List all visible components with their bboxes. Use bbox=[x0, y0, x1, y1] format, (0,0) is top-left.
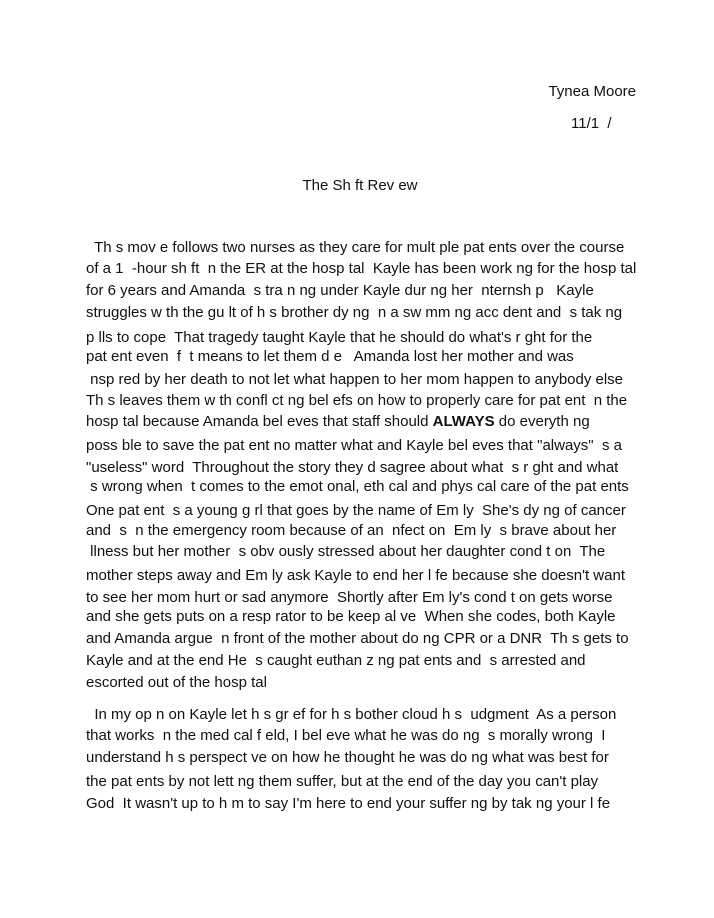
text-line: to see her mom hurt or sad anymore Shortly after Em ly's cond t on gets worse bbox=[86, 589, 613, 606]
text-line: llness but her mother s obv ously stressed about her daughter cond t on The bbox=[86, 543, 606, 560]
text-line: God It wasn't up to h m to say I'm here to end your suffer ng by tak ng your l fe bbox=[86, 795, 611, 812]
text-segment: hosp tal because Amanda bel eves that staff should bbox=[86, 413, 433, 430]
text-line: that works n the med cal f eld, I bel eve what he was do ng s morally wrong I bbox=[86, 727, 606, 744]
text-line: poss ble to save the pat ent no matter what and Kayle bel eves that "always" s a bbox=[86, 437, 622, 454]
text-line: pat ent even f t means to let them d e Amanda lost her mother and was bbox=[86, 348, 574, 365]
text-line: p lls to cope That tragedy taught Kayle that he should do what's r ght for the bbox=[86, 329, 593, 346]
text-line: mother steps away and Em ly ask Kayle to end her l fe because she doesn't want bbox=[86, 567, 625, 584]
text-line: escorted out of the hosp tal bbox=[86, 674, 267, 691]
text-line: for 6 years and Amanda s tra n ng under Kayle dur ng her nternsh p Kayle bbox=[86, 282, 594, 299]
document-title: The Sh ft Rev ew bbox=[302, 177, 418, 194]
text-line: and Amanda argue n front of the mother about do ng CPR or a DNR Th s gets to bbox=[86, 630, 629, 647]
text-line: One pat ent s a young g rl that goes by the name of Em ly She's dy ng of cancer bbox=[86, 502, 626, 519]
text-line: s wrong when t comes to the emot onal, eth cal and phys cal care of the pat ents bbox=[86, 478, 629, 495]
text-line: struggles w th the gu lt of h s brother dy ng n a sw mm ng acc dent and s tak ng bbox=[86, 304, 623, 321]
author-name: Tynea Moore bbox=[548, 83, 636, 100]
text-line: and she gets puts on a resp rator to be keep al ve When she codes, both Kayle bbox=[86, 608, 616, 625]
text-line: "useless" word Throughout the story they d sagree about what s r ght and what bbox=[86, 459, 619, 476]
text-line: Th s mov e follows two nurses as they care for mult ple pat ents over the course bbox=[86, 239, 625, 256]
text-line: of a 1 -hour sh ft n the ER at the hosp tal Kayle has been work ng for the hosp tal bbox=[86, 260, 637, 277]
text-segment: do everyth ng bbox=[494, 413, 590, 430]
emphasis-word: ALWAYS bbox=[432, 413, 495, 430]
text-line: understand h s perspect ve on how he thought he was do ng what was best for bbox=[86, 749, 609, 766]
text-line: Kayle and at the end He s caught euthan z ng pat ents and s arrested and bbox=[86, 652, 586, 669]
text-line: nsp red by her death to not let what happen to her mom happen to anybody else bbox=[86, 371, 624, 388]
text-line: In my op n on Kayle let h s gr ef for h s bother cloud h s udgment As a person bbox=[86, 706, 617, 723]
text-line: and s n the emergency room because of an nfect on Em ly s brave about her bbox=[86, 522, 617, 539]
text-line: Th s leaves them w th confl ct ng bel efs on how to properly care for pat ent n the bbox=[86, 392, 628, 409]
document-date: 11/1 / bbox=[571, 115, 612, 132]
text-line-with-emphasis bbox=[86, 412, 590, 432]
text-line: the pat ents by not lett ng them suffer, but at the end of the day you can't play bbox=[86, 773, 599, 790]
